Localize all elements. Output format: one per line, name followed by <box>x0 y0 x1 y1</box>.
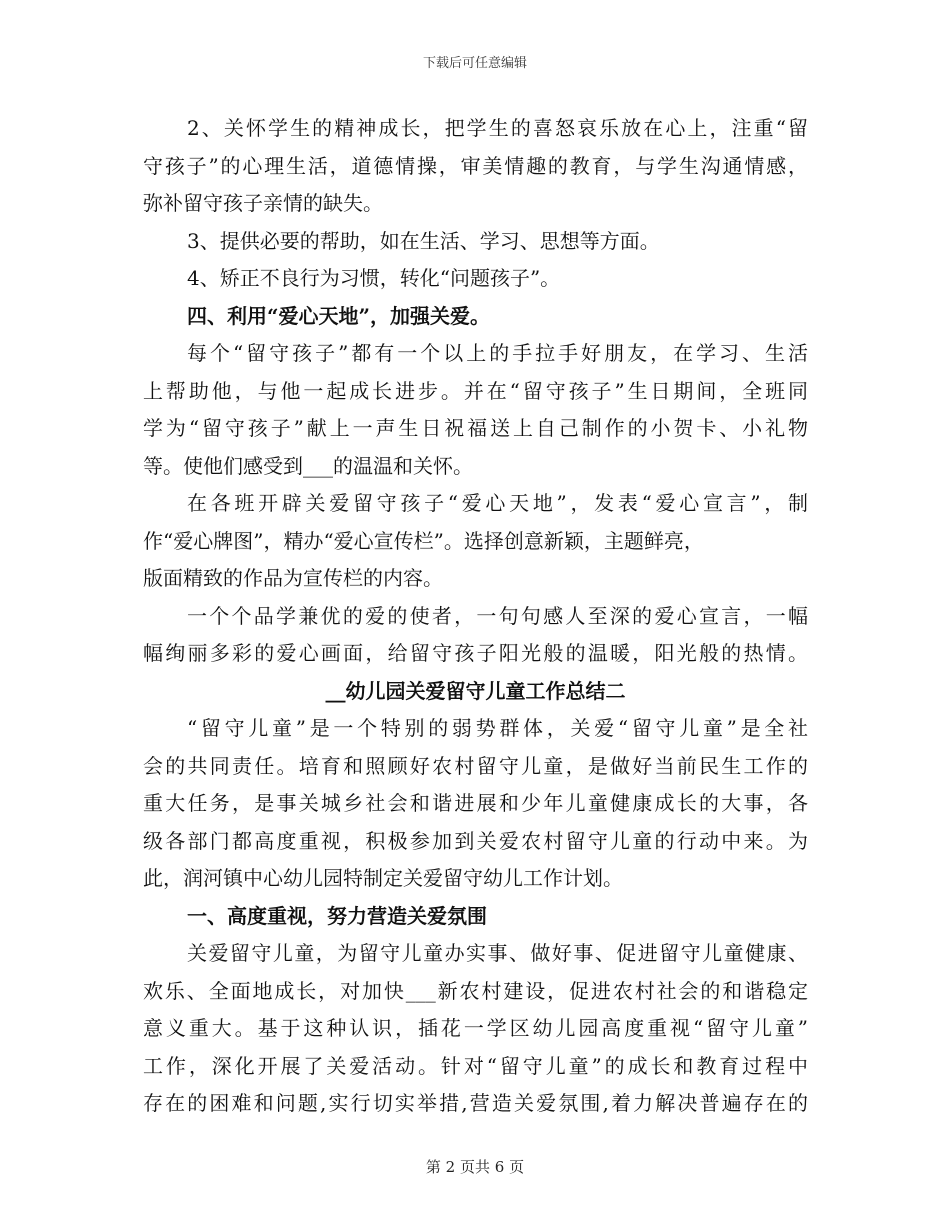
text-line: 级各部门都高度重视，积极参加到关爱农村留守儿童的行动中来。为 <box>143 828 808 853</box>
text-line: 工作，深化开展了关爱活动。针对“留守儿童”的成长和教育过程中 <box>143 1053 808 1078</box>
text-line: 关爱留守儿童，为留守儿童办实事、做好事、促进留守儿童健康、 <box>187 941 808 965</box>
text-line: 弥补留守孩子亲情的缺失。 <box>143 191 383 215</box>
text-line: 上帮助他，与他一起成长进步。并在“留守孩子”生日期间，全班同 <box>143 378 808 403</box>
text-line: 意义重大。基于这种认识，插花一学区幼儿园高度重视“留守儿童” <box>143 1016 808 1040</box>
text-line: 幅绚丽多彩的爱心画面，给留守孩子阳光般的温暖，阳光般的热情。 <box>143 641 808 665</box>
text-line: 学为“留守孩子”献上一声生日祝福送上自己制作的小贺卡、小礼物 <box>143 416 808 440</box>
text-line: 此，润河镇中心幼儿园特制定关爱留守幼儿工作计划。 <box>143 866 623 890</box>
text-line: 会的共同责任。培育和照顾好农村留守儿童，是做好当前民生工作的 <box>143 753 808 778</box>
text-line: 每个“留守孩子”都有一个以上的手拉手好朋友，在学习、生活 <box>187 341 808 365</box>
text-line: 2、关怀学生的精神成长，把学生的喜怒哀乐放在心上，注重“留 <box>187 116 808 140</box>
document-body <box>143 110 808 1123</box>
text-line: 4、矫正不良行为习惯，转化“问题孩子”。 <box>187 266 561 290</box>
text-line: 一个个品学兼优的爱的使者，一句句感人至深的爱心宣言，一幅 <box>187 603 808 628</box>
text-line: 3、提供必要的帮助，如在生活、学习、思想等方面。 <box>187 228 660 253</box>
page-header: 下载后可任意编辑 <box>422 56 527 71</box>
text-line: 版面精致的作品为宣传栏的内容。 <box>143 566 443 590</box>
text-line: 作“爱心牌图”，精办“爱心宣传栏”。选择创意新颖，主题鲜亮， <box>143 528 704 553</box>
section-heading: 一、高度重视，努力营造关爱氛围 <box>187 903 487 928</box>
text-line: 在各班开辟关爱留守孩子“爱心天地”，发表“爱心宣言”，制 <box>187 491 808 515</box>
text-line: 等。使他们感受到___的温温和关怀。 <box>143 453 473 478</box>
text-line: 守孩子”的心理生活，道德情操，审美情趣的教育，与学生沟通情感， <box>143 153 808 178</box>
text-line: 欢乐、全面地成长，对加快___新农村建设，促进农村社会的和谐稳定 <box>143 978 808 1003</box>
section-heading: 四、利用“爱心天地”，加强关爱。 <box>187 303 491 328</box>
text-line: “留守儿童”是一个特别的弱势群体，关爱“留守儿童”是全社 <box>187 716 808 740</box>
page-footer: 第 2 页共 6 页 <box>425 1158 525 1176</box>
document-title: __幼儿园关爱留守儿童工作总结二 <box>325 678 626 703</box>
text-line: 存在的困难和问题,实行切实举措,营造关爱氛围,着力解决普遍存在的 <box>143 1091 808 1115</box>
text-line: 重大任务，是事关城乡社会和谐进展和少年儿童健康成长的大事，各 <box>143 791 808 815</box>
